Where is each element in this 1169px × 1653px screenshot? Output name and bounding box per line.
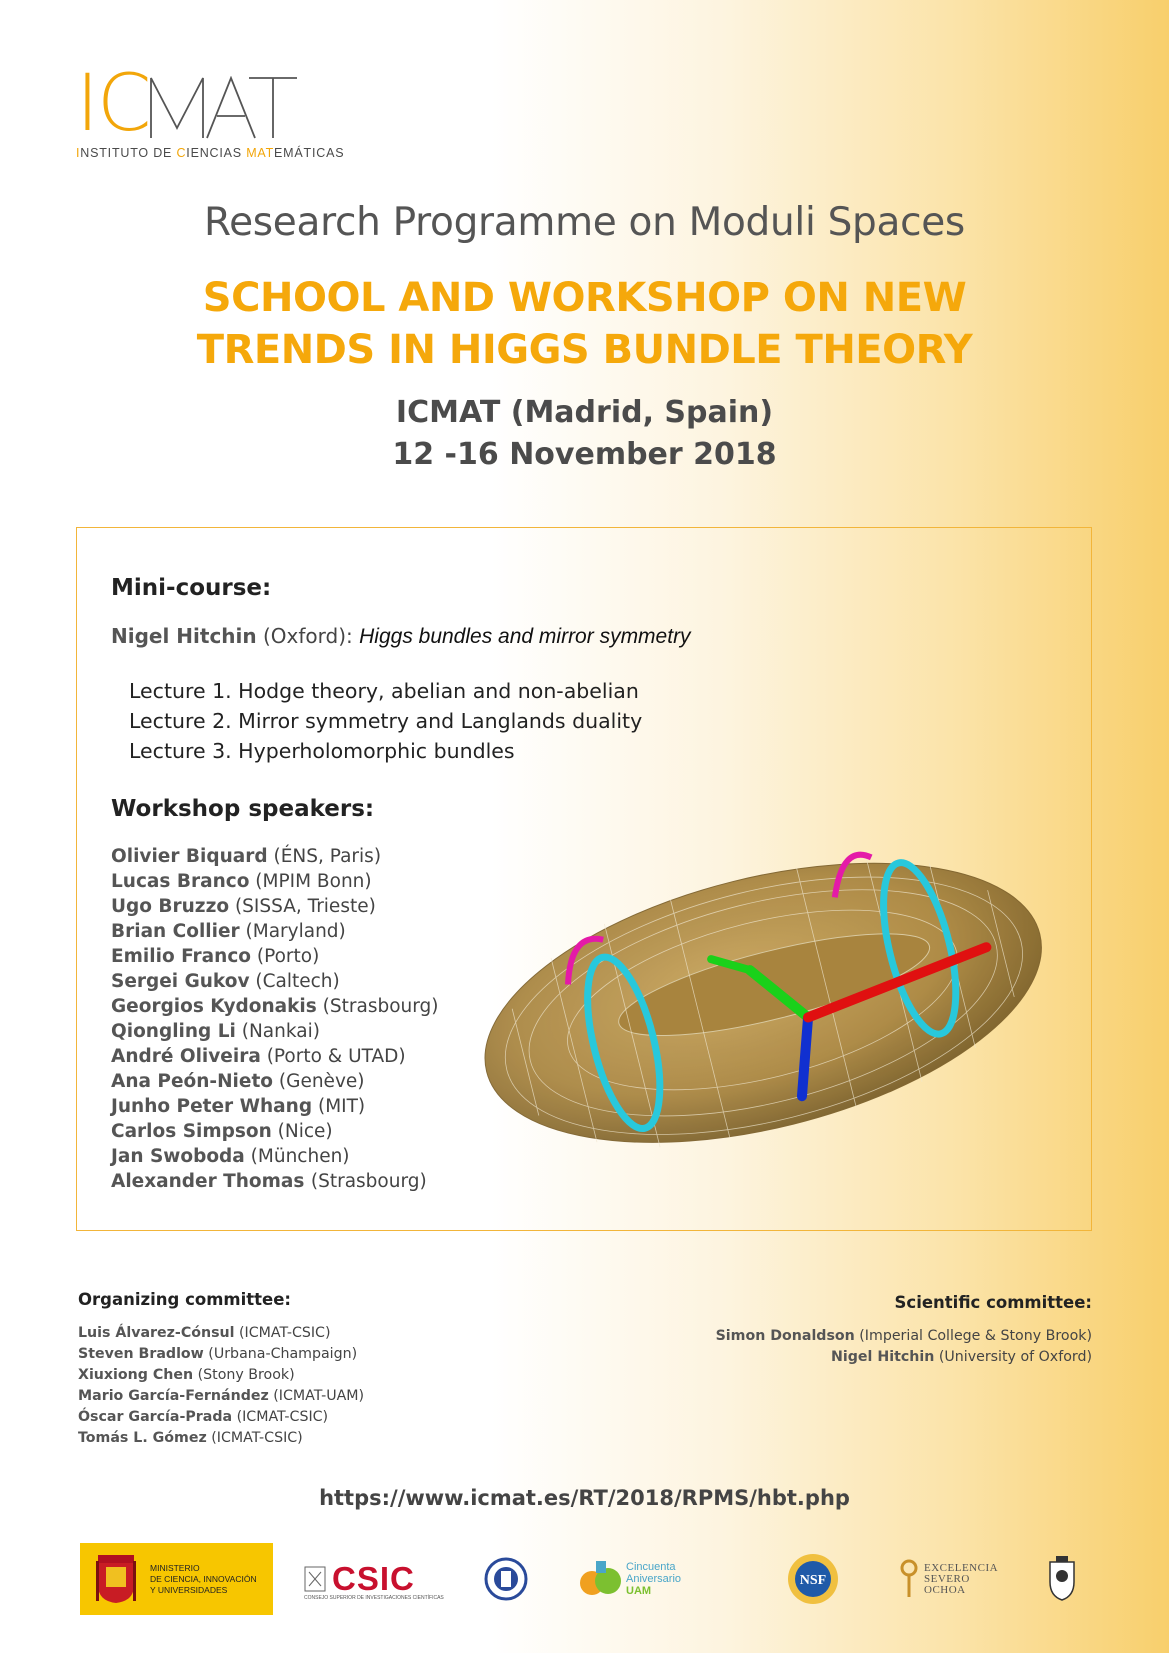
list-item [78,1323,364,1344]
list-item [716,1347,1092,1368]
list-item [111,1019,439,1044]
ucm-crest-icon [1042,1554,1082,1604]
scientific-list [716,1326,1092,1368]
ucm-logo [1042,1543,1100,1615]
severo-line: SEVERO [924,1572,970,1585]
speaker-name: Georgios Kydonakis [111,996,317,1017]
logo-sub-ematicas: EMÁTICAS [274,146,345,160]
speaker-name: Junho Peter Whang [111,1096,313,1117]
list-item [78,1428,364,1449]
logo-ic: IC [76,59,150,149]
csic-emblem-icon [304,1566,326,1592]
speaker-affiliation: (Caltech) [249,971,340,992]
lecture-list [129,676,642,766]
member-name: Xiuxiong Chen [78,1367,194,1383]
member-name: Tomás L. Gómez [78,1430,207,1446]
speaker-name: André Oliveira [111,1046,261,1067]
list-item [111,1144,439,1169]
organizing-list [78,1323,364,1449]
member-affiliation: (ICMAT-UAM) [268,1388,365,1404]
logo-subtitle [76,146,345,160]
member-name: Óscar García-Prada [78,1409,233,1425]
speaker-affiliation: (Nankai) [235,1021,320,1042]
csic-logo [304,1543,444,1615]
mini-course-heading: Mini-course: [111,575,272,601]
ministry-line: Y UNIVERSIDADES [150,1584,228,1595]
list-item [78,1365,364,1386]
list-item: Lecture 3. Hyperholomorphic bundles [129,739,515,763]
list-item [111,969,439,994]
member-affiliation: (ICMAT-CSIC) [232,1409,329,1425]
mini-course-title: Higgs bundles and mirror symmetry [359,625,691,648]
member-name: Mario García-Fernández [78,1388,269,1404]
speaker-name: Ana Peón-Nieto [111,1071,274,1092]
icmat-logo [76,59,345,160]
speaker-name: Ugo Bruzzo [111,896,230,917]
speaker-affiliation: (MPIM Bonn) [249,871,372,892]
list-item [716,1326,1092,1347]
speaker-name: Alexander Thomas [111,1171,311,1192]
list-item [111,994,439,1019]
speaker-name: Brian Collier [111,921,240,942]
logo-mark [76,59,336,149]
list-item [111,869,439,894]
severo-line: EXCELENCIA [924,1561,999,1574]
list-item [78,1386,364,1407]
nsf-logo [786,1543,846,1615]
member-affiliation: (University of Oxford) [934,1349,1092,1365]
uam-anniversary-text [626,1561,681,1597]
event-title-line2: TRENDS IN HIGGS BUNDLE THEORY [196,327,973,373]
speaker-affiliation: (Maryland) [239,921,346,942]
speaker-affiliation: (MIT) [312,1096,366,1117]
list-item [111,944,439,969]
speaker-affiliation: (München) [244,1146,350,1167]
speaker-affiliation: (Genève) [273,1071,365,1092]
list-item [78,1344,364,1365]
speaker-name: Lucas Branco [111,871,250,892]
ministry-logo [80,1543,273,1615]
university-seal-logo [484,1543,530,1615]
member-affiliation: (ICMAT-CSIC) [234,1325,331,1341]
uam-anniversary-logo [578,1543,718,1615]
ministry-line: MINISTERIO [150,1562,200,1573]
organizing-heading: Organizing committee: [78,1290,291,1309]
speaker-name: Carlos Simpson [111,1121,272,1142]
speaker-affiliation: (SISSA, Trieste) [229,896,376,917]
list-item [111,1069,439,1094]
speaker-affiliation: (ÉNS, Paris) [267,846,382,867]
severo-line: OCHOA [924,1583,966,1596]
list-item [111,1169,439,1194]
severo-ochoa-logo [900,1543,1010,1615]
member-affiliation: (ICMAT-CSIC) [206,1430,303,1446]
list-item [111,1119,439,1144]
logo-sub-iencias: IENCIAS [186,146,247,160]
speaker-name: Jan Swoboda [111,1146,245,1167]
nsf-globe-icon [786,1552,840,1606]
venue-block [0,392,1169,476]
nsf-wordmark: NSF [799,1573,827,1588]
member-name: Nigel Hitchin [831,1349,935,1365]
uam-mark: UAM [626,1585,652,1597]
list-item [111,1094,439,1119]
dates: 12 -16 November 2018 [392,437,777,472]
logo-mat-glyphs [149,76,299,140]
severo-ochoa-icon [900,1559,918,1599]
speaker-name: Emilio Franco [111,946,251,967]
csic-wordmark: CSIC [332,1560,415,1597]
programme-box [76,527,1092,1231]
list-item [111,1044,439,1069]
speaker-affiliation: (Porto) [251,946,320,967]
member-affiliation: (Urbana-Champaign) [203,1346,358,1362]
member-name: Steven Bradlow [78,1346,204,1362]
logo-sub-nstituto: NSTITUTO DE [80,146,177,160]
event-title [0,272,1169,376]
list-item [78,1407,364,1428]
logo-sub-mat: MAT [246,146,275,160]
ministry-line: DE CIENCIA, INNOVACIÓN [150,1573,257,1584]
programme-title: Research Programme on Moduli Spaces [204,200,965,245]
workshop-heading: Workshop speakers: [111,796,375,822]
event-url-link[interactable]: https://www.icmat.es/RT/2018/RPMS/hbt.php [319,1486,850,1510]
member-affiliation: (Imperial College & Stony Brook) [854,1328,1092,1344]
list-item: Lecture 1. Hodge theory, abelian and non-abelian [129,679,639,703]
list-item [111,919,439,944]
university-seal-icon [484,1557,528,1601]
list-item [111,844,439,869]
uam-line: Aniversario [626,1573,682,1585]
csic-subtitle: CONSEJO SUPERIOR DE INVESTIGACIONES CIENTÍFICAS [304,1595,444,1601]
mini-course-lecturer: Nigel Hitchin [111,624,257,648]
member-name: Luis Álvarez-Cónsul [78,1325,235,1341]
logo-sub-i: I [76,146,81,160]
event-title-line1: SCHOOL AND WORKSHOP ON NEW [202,275,967,321]
uam-line: Cincuenta [626,1561,676,1573]
coat-of-arms-icon [92,1551,140,1607]
speaker-list [111,844,439,1194]
uam-50-icon [578,1557,622,1601]
speaker-affiliation: (Strasbourg) [316,996,439,1017]
scientific-heading: Scientific committee: [894,1293,1092,1312]
speaker-affiliation: (Porto & UTAD) [260,1046,406,1067]
logo-sub-c: C [176,146,187,160]
member-affiliation: (Stony Brook) [193,1367,295,1383]
speaker-name: Olivier Biquard [111,846,268,867]
list-item: Lecture 2. Mirror symmetry and Langlands duality [129,709,643,733]
speaker-name: Qiongling Li [111,1021,236,1042]
speaker-affiliation: (Strasbourg) [310,1171,427,1192]
mini-course-line [111,624,691,649]
ministry-text [150,1563,257,1596]
venue: ICMAT (Madrid, Spain) [395,395,774,430]
torus-illustration [457,828,1067,1168]
member-name: Simon Donaldson [715,1328,855,1344]
severo-ochoa-text [924,1563,998,1596]
list-item [111,894,439,919]
speaker-name: Sergei Gukov [111,971,250,992]
speaker-affiliation: (Nice) [271,1121,333,1142]
scientific-committee [716,1293,1092,1368]
mini-course-affiliation: (Oxford): [256,624,360,648]
organizing-committee [78,1290,364,1449]
sponsor-strip [80,1543,1100,1615]
